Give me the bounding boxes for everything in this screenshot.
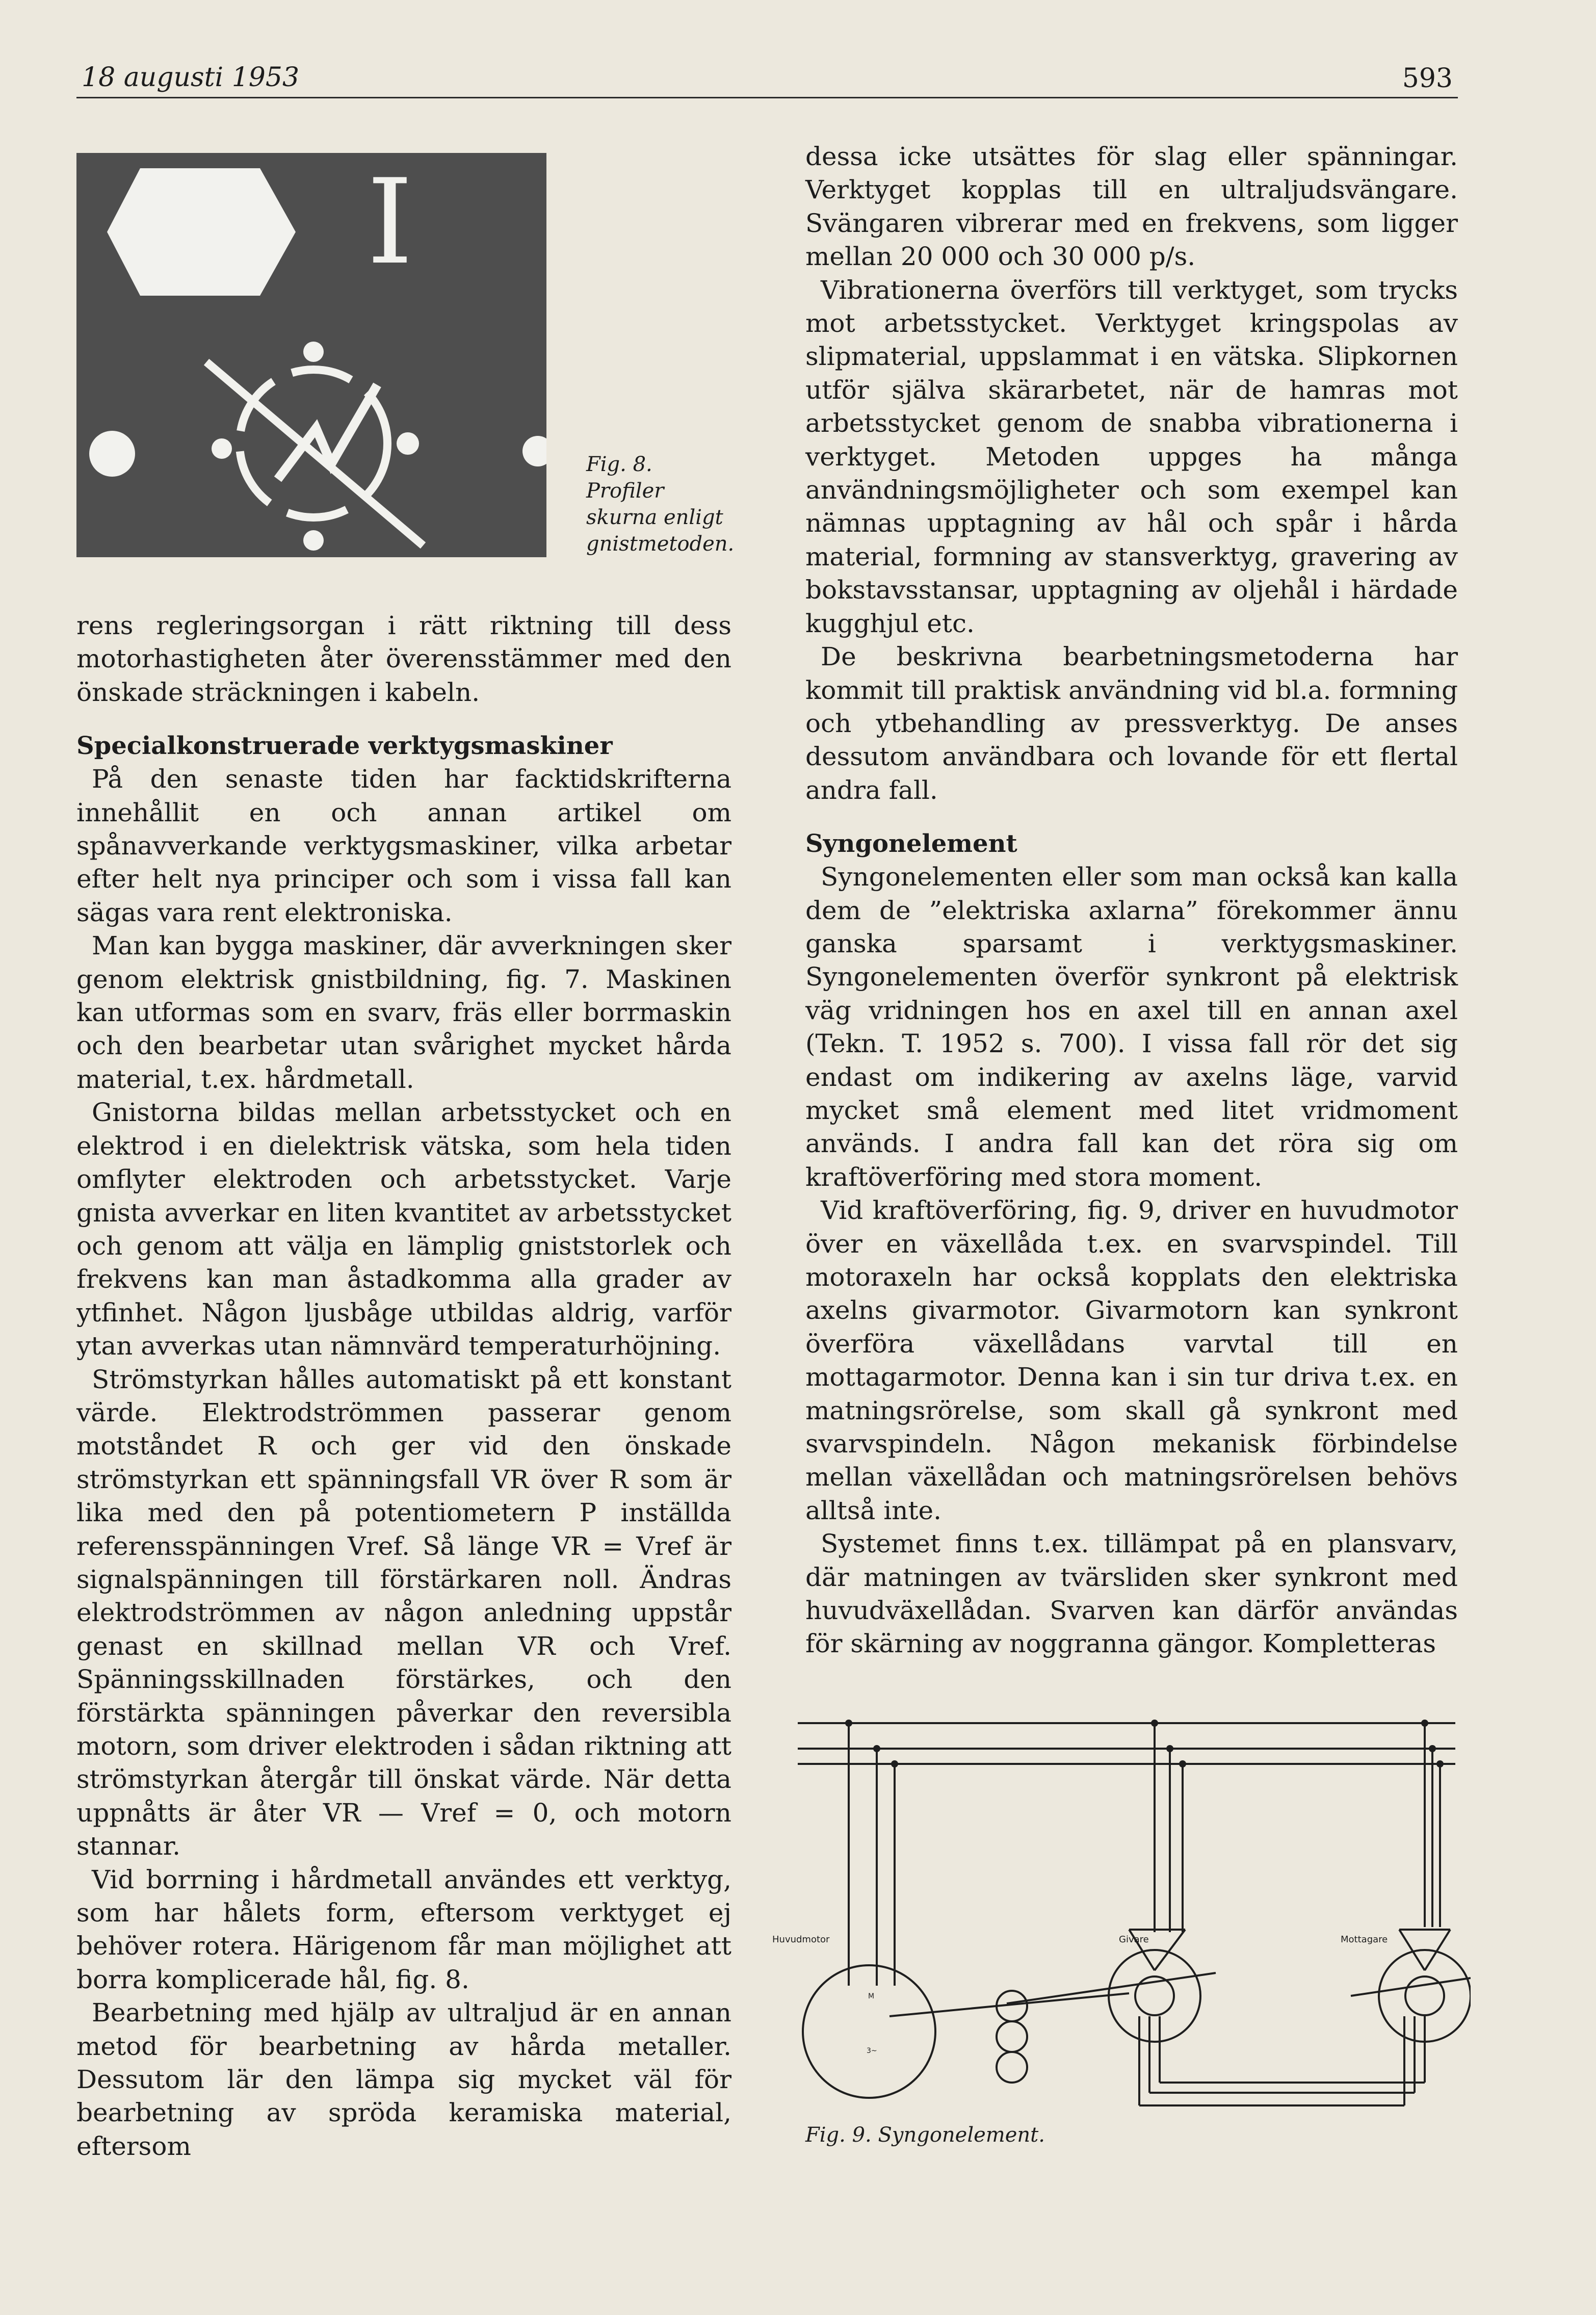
page-header [76,56,1458,98]
issue-date: 18 augusti 1953 [82,62,300,93]
paragraph: dessa icke utsättes för slag eller spänningar. Verktyget kopplas till en ultraljudsvängare. Svängaren vibrerar med en frekvens, som ligger mellan 20 000 och 30 000 p/s. [805,142,1458,272]
page-number: 593 [1402,63,1453,94]
right-column [805,140,1458,1661]
paragraph: Man kan bygga maskiner, där avverkningen sker genom elektrisk gnistbildning, fig. 7. Maskinen kan utformas som en svarv, fräs eller borrmaskin och den bearbetar utan svårighet mycket hårda material, t.ex. hårdmetall. [76,931,731,1094]
paragraph: Vid kraftöverföring, fig. 9, driver en huvudmotor över en växellåda t.ex. en svarvspindel. Till motoraxeln har också kopplats den elektriska axelns givarmotor. Givarmotorn kan synkront överföra växellådans varvtal till en mottagarmotor. Denna kan i sin tur driva t.ex. en matningsrörelse, som skall gå synkront med svarvspindeln. Någon mekanisk förbindelse mellan växellådan och matningsrörelsen behövs alltså inte. [805,1195,1458,1525]
label-motor-m: M [868,1992,875,2000]
letter-i-profile: I [367,154,413,291]
paragraph: Gnistorna bildas mellan arbetsstycket och en elektrod i en dielektrisk vätska, som hela tiden omflyter elektroden och arbetsstycket. Varje gnista avverkar en liten kvantitet av arbetsstycket och genom att välja en lämplig gniststorlek och frekvens kan man åstadkomma alla grader av ytfinhet. Någon ljusbåge utbildas aldrig, varför ytan avverkas utan nämnvärd temperaturhöjning. [76,1098,731,1361]
left-column [76,609,731,2163]
figure-8-caption: Fig. 8. Profiler skurna enligt gnistmetoden. [586,453,735,556]
label-huvudmotor: Huvudmotor [772,1934,830,1945]
figure-8-photo [76,153,546,557]
label-mottagare: Mottagare [1341,1934,1388,1945]
spark-cut-profiles-image [76,153,546,557]
paragraph: Syngonelementen eller som man också kan kalla dem de ”elektriska axlarna” förekommer ännu ganska sparsamt i verktygsmaskiner. Syngonelementen överför synkront på elektrisk väg vridningen hos en axel till en annan axel (Tekn. T. 1952 s. 700). I vissa fall rör det sig endast om indikering av axelns läge, varvid mycket små element med litet vridmoment används. I andra fall kan det röra sig om kraftöverföring med stora moment. [805,862,1458,1192]
label-three-phase: 3~ [867,2047,877,2055]
paragraph: Bearbetning med hjälp av ultraljud är en annan metod för bearbetning av hårda metaller. Dessutom lär den lämpa sig mycket väl för bearbetning av spröda keramiska material, eftersom [76,1998,731,2161]
syngon-circuit-diagram [767,1710,1471,2134]
paragraph: De beskrivna bearbetningsmetoderna har kommit till praktisk användning vid bl.a. formning och ytbehandling av pressverktyg. De anses dessutom användbara och lovande för ett flertal andra fall. [805,642,1458,805]
figure-9-caption: Fig. 9. Syngonelement. [805,2123,1045,2147]
hexagon-profile [107,168,296,296]
paragraph: Vid borrning i hårdmetall användes ett verktyg, som har hålets form, eftersom verktyget ej behöver rotera. Härigenom får man möjlighet att borra komplicerade hål, fig. 8. [76,1864,731,1994]
paragraph: Strömstyrkan hålles automatiskt på ett konstant värde. Elektrodströmmen passerar genom motståndet R och ger vid den önskade strömstyrkan ett spänningsfall VR över R som är lika med den på potentiometern P inställda referensspänningen Vref. Så länge VR = Vref är signalspänningen till förstärkaren noll. Ändras elektrodströmmen av någon anledning uppstår genast en skillnad mellan VR och Vref. Spänningsskillnaden förstärkes, och den förstärkta spänningen påverkar den reversibla motorn, som driver elektroden i sådan riktning att strömstyrkan återgår till önskat värde. När detta uppnåtts är åter VR — Vref = 0, och motorn stannar. [76,1364,731,1861]
paragraph: Vibrationerna överförs till verktyget, som trycks mot arbetsstycket. Verktyget kringspolas av slipmaterial, uppslammat i en vätska. Slipkornen utför själva skärarbetet, när de hamras mot arbetsstycket genom de snabba vibrationerna i verktyget. Metoden uppges ha många användningsmöjligheter och som exempel kan nämnas upptagning av hål och spår i hårda material, formning av stansverktyg, gravering av bokstavsstansar, upptagning av oljehål i härdade kugghjul etc. [805,275,1458,638]
paragraph-intro: rens regleringsorgan i rätt riktning till dess motorhastigheten åter överensstämmer med den önskade sträckningen i kabeln. [76,611,731,707]
small-disc-left [89,431,135,477]
section-heading-special-machines: Specialkonstruerade verktygsmaskiner [76,732,613,761]
label-givare: Givare [1119,1934,1149,1945]
paragraph: Systemet finns t.ex. tillämpat på en plansvarv, där matningen av tvärsliden sker synkront med huvudväxellådan. Svarven kan därför användas för skärning av noggranna gängor. Kompletteras [805,1529,1458,1659]
section-heading-syngon: Syngonelement [805,829,1017,859]
figure-9-diagram [767,1710,1471,2134]
paragraph: På den senaste tiden har facktidskrifterna innehållit en och annan artikel om spånavverkande verktygsmaskiner, vilka arbetar efter helt nya principer och som i vissa fall kan sägas vara rent elektroniska. [76,764,731,927]
